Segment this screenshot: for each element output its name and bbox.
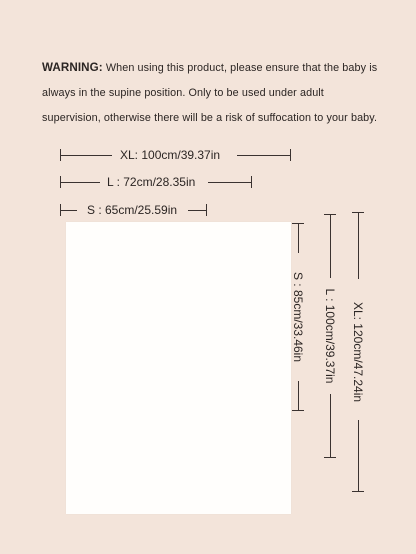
warning-notice [42, 55, 382, 131]
warning-label: WARNING: [42, 61, 103, 74]
dimension-line-bottom [298, 381, 299, 411]
width-xl-dimension [60, 147, 291, 163]
height-l-dimension [322, 214, 338, 458]
width-s-dimension [60, 202, 207, 218]
blanket-product [66, 222, 291, 514]
dimension-tick-bottom [324, 457, 336, 458]
dimension-line-right [208, 182, 252, 183]
dimension-line-top [330, 214, 331, 278]
dimension-line-left [60, 155, 112, 156]
dimension-line-left [60, 182, 100, 183]
height-s-label: S : 85cm/33.46in [291, 271, 305, 363]
width-xl-label: XL: 100cm/39.37in [120, 148, 221, 162]
width-l-label: L : 72cm/28.35in [107, 175, 196, 189]
dimension-line-top [358, 212, 359, 279]
dimension-tick-bottom [292, 410, 304, 411]
warning-text: When using this product, please ensure that the baby is always in the supine position. Only to be used under adult supervision, otherwise there will be a risk of suffocation to your baby. [42, 62, 378, 124]
dimension-line-right [237, 155, 291, 156]
dimension-tick-right [206, 204, 207, 216]
height-xl-dimension [350, 212, 366, 492]
dimension-tick-bottom [352, 491, 364, 492]
dimension-tick-right [290, 149, 291, 161]
dimension-line-left [60, 210, 77, 211]
dimension-line-bottom [358, 420, 359, 492]
dimension-line-top [298, 223, 299, 253]
dimension-line-right [188, 210, 207, 211]
dimension-line-bottom [330, 394, 331, 458]
dimension-tick-right [251, 176, 252, 188]
height-xl-label: XL: 120cm/47.24in [351, 301, 365, 403]
height-l-label: L : 100cm/39.37in [323, 288, 337, 384]
width-l-dimension [60, 174, 252, 190]
height-s-dimension [290, 223, 306, 411]
width-s-label: S : 65cm/25.59in [87, 203, 178, 217]
